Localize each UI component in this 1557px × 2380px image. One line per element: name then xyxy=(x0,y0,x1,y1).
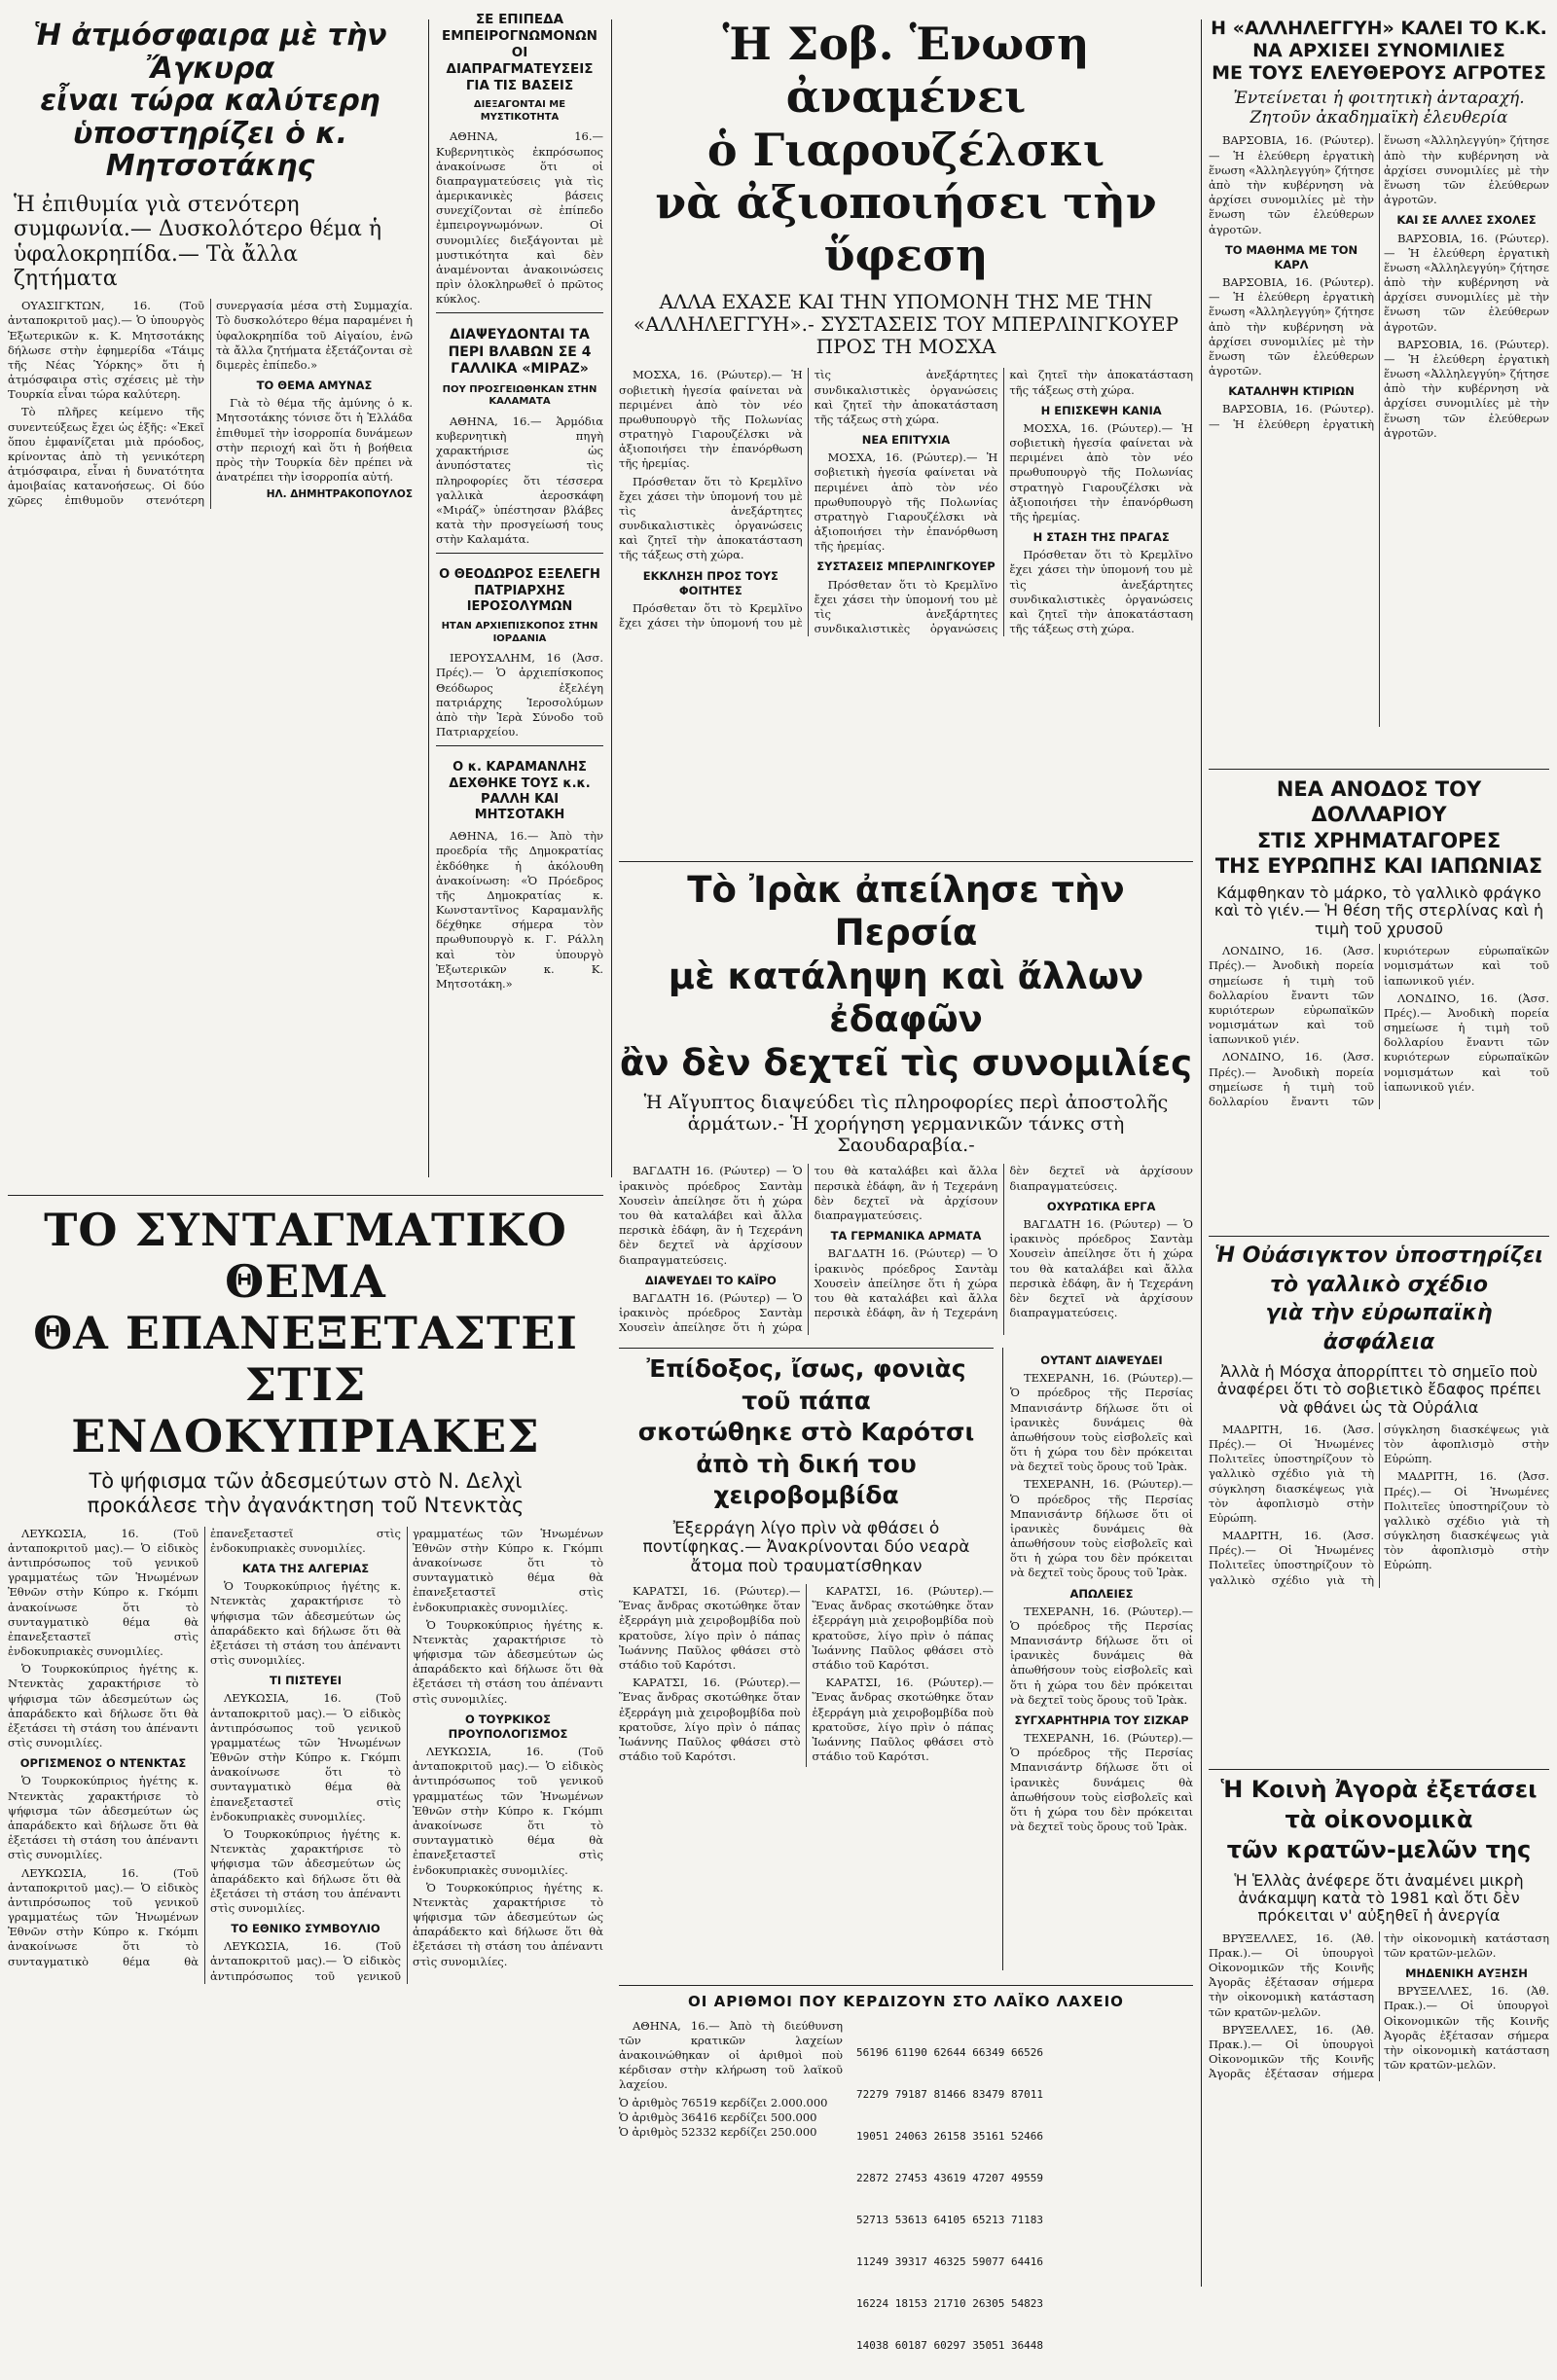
jaruzelski-deck: ΑΛΛΑ ΕΧΑΣΕ ΚΑΙ ΤΗΝ ΥΠΟΜΟΝΗ ΤΗΣ ΜΕ ΤΗΝ «ΑΛΛΗΛΕΓΓΥΗ».- ΣΥΣΤΑΣΕΙΣ ΤΟΥ ΜΠΕΡΛΙΝΓΚΟΥΕΡ ΠΡΟΣ ΤΗ ΜΟΣΧΑ xyxy=(633,290,1179,359)
subhead: Ο ΤΟΥΡΚΙΚΟΣ ΠΡΟΥΠΟΛΟΓΙΣΜΟΣ xyxy=(448,1712,568,1741)
headline-line: ΤΗΣ ΕΥΡΩΠΗΣ ΚΑΙ ΙΑΠΩΝΙΑΣ xyxy=(1214,853,1543,878)
subhead: ΤΙ ΠΙΣΤΕΥΕΙ xyxy=(269,1674,343,1688)
dateline: ΒΡΥΞΕΛΛΕΣ, 16. (Ἀθ. Πρακ.).— Οἱ ὑπουργοὶ Οἰκονομικῶν τῆς Κοινῆς Ἀγορᾶς ἐξέτασαν σήμερα τὴν οἰκονομικὴ κατάσταση τῶν κρατῶν-μελῶν. xyxy=(1209,1930,1374,2019)
bases-kicker: ΔΙΕΞΑΓΟΝΤΑΙ ΜΕ ΜΥΣΤΙΚΟΤΗΤΑ xyxy=(473,99,566,123)
cyprus-headline xyxy=(8,1205,603,1461)
karamanlis-headline: Ο κ. ΚΑΡΑΜΑΝΛΗΣ ΔΕΧΘΗΚΕ ΤΟΥΣ κ.κ. ΡΑΛΛΗ ΚΑΙ ΜΗΤΣΟΤΑΚΗ xyxy=(449,760,591,823)
divider xyxy=(1209,1769,1549,1770)
body-paragraph: ΒΡΥΞΕΛΛΕΣ, 16. (Ἀθ. Πρακ.).— Οἱ ὑπουργοὶ Οἰκονομικῶν τῆς Κοινῆς Ἀγορᾶς ἐξέτασαν σήμερα τὴν οἰκονομικὴ κατάσταση τῶν κρατῶν-μελῶν. xyxy=(1209,1930,1549,2081)
headline-line: μὲ κατάληψη καὶ ἄλλων ἐδαφῶν xyxy=(668,955,1144,1041)
subhead: ΟΧΥΡΩΤΙΚΑ ΕΡΓΑ xyxy=(1046,1199,1156,1213)
body-paragraph: Γιὰ τὸ θέμα τῆς ἀμύνης ὁ κ. Μητσοτάκης τόνισε ὅτι ἡ Ἑλλάδα ἐπιθυμεῖ τὴν ἰσορροπία δυνάμεων στὴν περιοχή καὶ ὅτι ἡ βοήθεια πρὸς τὴν Τουρκία δὲν πρέπει νὰ ἀνατρέπει τὴν ἰσορροπία αὐτή. xyxy=(216,396,413,485)
lottery-row: Ὁ ἀριθμὸς 52332 κερδίζει 250.000 xyxy=(619,2124,817,2139)
body-paragraph: ΛΕΥΚΩΣΙΑ, 16. (Τοῦ ἀνταποκριτοῦ μας).— Ὁ εἰδικὸς ἀντιπρόσωπος τοῦ γενικοῦ γραμματέως τῶν Ἡνωμένων Ἐθνῶν στὴν Κύπρο κ. Γκόμπι ἀνακοίνωσε ὅτι τὸ συνταγματικὸ θέμα θὰ ἐπανεξεταστεῖ στὶς ἐνδοκυπριακὲς συνομιλίες. xyxy=(8,1526,401,1968)
headline-line: ἂν δὲν δεχτεῖ τὶς συνομιλίες xyxy=(619,1041,1193,1084)
body-paragraph: ΛΕΥΚΩΣΙΑ, 16. (Τοῦ ἀνταποκριτοῦ μας).— Ὁ εἰδικὸς ἀντιπρόσωπος τοῦ γενικοῦ γραμματέως τῶν Ἡνωμένων Ἐθνῶν στὴν Κύπρο κ. Γκόμπι ἀνακοίνωσε ὅτι τὸ συνταγματικὸ θέμα θὰ ἐπανεξεταστεῖ στὶς ἐνδοκυπριακὲς συνομιλίες. xyxy=(413,1745,603,1877)
body-paragraph: ΒΑΓΔΑΤΗ 16. (Ρώυτερ) — Ὁ ἰρακινὸς πρόεδρος Σαντὰμ Χουσεὶν ἀπείλησε ὅτι ἡ χώρα του θὰ καταλάβει καὶ ἄλλα περσικὰ ἐδάφη, ἂν ἡ Τεχεράνη δὲν δεχτεῖ νὰ ἀρχίσουν διαπραγματεύσεις. xyxy=(619,1164,998,1335)
divider xyxy=(1209,769,1549,770)
column-rule xyxy=(1002,1348,1003,1970)
body-paragraph: ΒΑΡΣΟΒΙΑ, 16. (Ρώυτερ).— Ἡ ἐλεύθερη ἐργατικὴ ἕνωση «Ἀλληλεγγύη» ζήτησε ἀπὸ τὴν κυβέρνηση νὰ ἀρχίσει συνομιλίες μὲ τὴν ἕνωση τῶν ἐλεύθερων ἀγροτῶν. xyxy=(1384,231,1549,334)
body-paragraph: Ὁ Τουρκοκύπριος ἡγέτης κ. Ντενκτὰς χαρακτήρισε τὸ ψήφισμα τῶν ἀδεσμεύτων ὡς ἀπαράδεκτο καὶ δήλωσε ὅτι θὰ ἐξετάσει τὴ στάση του ἀπέναντι στὶς συνομιλίες. xyxy=(210,1579,401,1668)
washington-article xyxy=(1209,1242,1549,1767)
karamanlis-body: ΑΘΗΝΑ, 16.— Ἀπὸ τὴν προεδρία τῆς Δημοκρατίας ἐκδόθηκε ἡ ἀκόλουθη ἀνακοίνωση: «Ὁ Πρόεδρος τῆς Δημοκρατίας κ. Κωνσταντῖνος Καραμανλῆς δέχθηκε σήμερα τὸν πρωθυπουργὸ κ. Γ. Ράλλη καὶ τὸν ὑπουργὸ Ἐξωτερικῶν κ. Κ. Μητσοτάκη.» xyxy=(436,829,603,991)
subhead: Η ΕΠΙΣΚΕΨΗ ΚΑΝΙΑ xyxy=(1040,403,1162,417)
lottery-intro-column xyxy=(619,2019,843,2380)
headline-line: ὁ Γιαρουζέλσκι xyxy=(706,123,1105,176)
lottery-row: 22872 27453 43619 47207 49559 xyxy=(856,2172,1044,2185)
body-paragraph: Πρόσθεταν ὅτι τὸ Κρεμλῖνο ἔχει χάσει τὴν ὑπομονή του μὲ τὶς ἀνεξάρτητες συνδικαλιστικὲς ὀργανώσεις καὶ ζητεῖ τὴν ἀποκατάσταση τῆς τάξεως στὴ χώρα. xyxy=(1009,548,1193,636)
lottery-row: 56196 61190 62644 66349 66526 xyxy=(856,2046,1044,2060)
subhead: ΤΟ ΘΕΜΑ ΑΜΥΝΑΣ xyxy=(256,379,373,393)
cyprus-body xyxy=(8,1527,603,1984)
column-rule xyxy=(1201,19,1202,2287)
divider xyxy=(1209,1236,1549,1237)
headline-line: Ἡ Σοβ. Ἑνωση ἀναμένει xyxy=(722,18,1090,124)
headline-line: ΘΑ ΕΠΑΝΕΞΕΤΑΣΤΕΙ xyxy=(33,1306,578,1359)
headline-line: γιὰ τὴν εὐρωπαϊκὴ ἀσφάλεια xyxy=(1265,1301,1493,1355)
subhead: ΝΕΑ ΕΠΙΤΥΧΙΑ xyxy=(861,433,951,448)
body-paragraph: ΤΕΧΕΡΑΝΗ, 16. (Ρώυτερ).— Ὁ πρόεδρος τῆς Περσίας Μπανισάντρ δήλωσε ὅτι οἱ ἰρανικὲς δυνάμεις θὰ ἀπωθήσουν τοὺς εἰσβολεῖς καὶ ὅτι ἡ χώρα του δὲν πρόκειται νὰ δεχτεῖ τοὺς ὅρους τοῦ Ἰρὰκ. xyxy=(1010,1731,1193,1834)
subhead: ΤΟ ΜΑΘΗΜΑ ΜΕ ΤΟΝ ΚΑΡΛ xyxy=(1224,242,1358,271)
lottery-row: Ὁ ἀριθμὸς 76519 κερδίζει 2.000.000 xyxy=(619,2095,828,2110)
body-paragraph: ΤΕΧΕΡΑΝΗ, 16. (Ρώυτερ).— Ὁ πρόεδρος τῆς Περσίας Μπανισάντρ δήλωσε ὅτι οἱ ἰρανικὲς δυνάμεις θὰ ἀπωθήσουν τοὺς εἰσβολεῖς καὶ ὅτι ἡ χώρα του δὲν πρόκειται νὰ δεχτεῖ τοὺς ὅρους τοῦ Ἰρὰκ. xyxy=(1010,1371,1193,1474)
headline-line: Ἡ Οὐάσιγκτον ὑποστηρίζει xyxy=(1214,1244,1543,1268)
body-paragraph: ΜΑΔΡΙΤΗ, 16. (Ἀσσ. Πρές).— Οἱ Ἡνωμένες Πολιτεῖες ὑποστηρίζουν τὸ γαλλικὸ σχέδιο γιὰ τὴ σύγκληση διασκέψεως γιὰ τὸν ἀφοπλισμὸ στὴν Εὐρώπη. xyxy=(1384,1469,1549,1572)
subhead: ΔΙΑΨΕΥΔΕΙ ΤΟ ΚΑΪΡΟ xyxy=(644,1273,777,1287)
subhead: ΜΗΔΕΝΙΚΗ ΑΥΞΗΣΗ xyxy=(1405,1966,1528,1981)
subhead: ΑΠΩΛΕΙΕΣ xyxy=(1069,1586,1134,1601)
bases-headline: ΣΕ ΕΠΙΠΕΔΑ ΕΜΠΕΙΡΟΓΝΩΜΟΝΩΝ ΟΙ ΔΙΑΠΡΑΓΜΑΤΕΥΣΕΙΣ ΓΙΑ ΤΙΣ ΒΑΣΕΙΣ xyxy=(442,12,597,93)
body-paragraph: ΒΑΓΔΑΤΗ 16. (Ρώυτερ) — Ὁ ἰρακινὸς πρόεδρος Σαντὰμ Χουσεὶν ἀπείλησε ὅτι ἡ χώρα του θὰ καταλάβει καὶ ἄλλα περσικὰ ἐδάφη, ἂν ἡ Τεχεράνη δὲν δεχτεῖ νὰ ἀρχίσουν διαπραγματεύσεις. xyxy=(1009,1217,1193,1320)
headline-line: Τὸ Ἰρὰκ ἀπείλησε τὴν Περσία xyxy=(687,869,1125,955)
lottery-row: 11249 39317 46325 59077 64416 xyxy=(856,2254,1044,2268)
dateline: ΚΑΡΑΤΣΙ, 16. (Ρώυτερ).— Ἕνας ἄνδρας σκοτώθηκε ὅταν ἐξερράγη μιὰ χειροβομβίδα ποὺ κρατοῦσε, λίγο πρὶν ὁ πάπας Ἰωάννης Παῦλος φθάσει στὸ στάδιο τοῦ Καρότσι. xyxy=(619,1584,801,1672)
divider xyxy=(436,745,603,746)
pope-body xyxy=(619,1584,994,1767)
body-paragraph: ΒΑΓΔΑΤΗ 16. (Ρώυτερ) — Ὁ ἰρακινὸς πρόεδρος Σαντὰμ Χουσεὶν ἀπείλησε ὅτι ἡ χώρα του θὰ καταλάβει καὶ ἄλλα περσικὰ ἐδάφη, ἂν ἡ Τεχεράνη δὲν δεχτεῖ νὰ ἀρχίσουν διαπραγματεύσεις. xyxy=(814,1164,1193,1320)
dateline: ΒΑΓΔΑΤΗ 16. (Ρώυτερ) — Ὁ ἰρακινὸς πρόεδρος Σαντὰμ Χουσεὶν ἀπείλησε ὅτι ἡ χώρα του θὰ καταλάβει καὶ ἄλλα περσικὰ ἐδάφη, ἂν ἡ Τεχεράνη δὲν δεχτεῖ νὰ ἀρχίσουν διαπραγματεύσεις. xyxy=(619,1164,803,1267)
divider xyxy=(619,1348,994,1349)
dollar-deck: Κάμφθηκαν τὸ μάρκο, τὸ γαλλικὸ φράγκο καὶ τὸ γιέν.— Ἡ θέση τῆς στερλίνας καὶ ἡ τιμὴ τοῦ χρυσοῦ xyxy=(1213,883,1544,938)
bases-body: ΑΘΗΝΑ, 16.— Κυβερνητικὸς ἐκπρόσωπος ἀνακοίνωσε ὅτι οἱ διαπραγματεύσεις γιὰ τὶς ἀμερικανικὲς βάσεις συνεχίζονται σὲ ἐπίπεδο ἐμπειρογνωμόνων. Οἱ συνομιλίες διεξάγονται μὲ μυστικότητα καὶ δὲν ἀναμένονται ἀνακοινώσεις πρὶν ὁλοκληρωθεῖ ὁ πρῶτος κύκλος. xyxy=(436,129,603,307)
body-paragraph: ΜΟΣΧΑ, 16. (Ρώυτερ).— Ἡ σοβιετικὴ ἡγεσία φαίνεται νὰ περιμένει ἀπὸ τὸν νέο πρωθυπουργὸ τῆς Πολωνίας στρατηγὸ Γιαρουζέλσκι νὰ ἀξιοποιήσει τὴν ἐπανόρθωση τῆς ἠρεμίας. xyxy=(814,451,998,554)
dateline: ΟΥΑΣΙΓΚΤΩΝ, 16. (Τοῦ ἀνταποκριτοῦ μας).— Ὁ ὑπουργὸς Ἐξωτερικῶν κ. Κ. Μητσοτάκης δήλωσε στὴν ἐφημερίδα «Τάιμς τῆς Νέας Ὑόρκης» ὅτι ἡ ἀτμόσφαιρα στὶς σχέσεις μὲ τὴν Τουρκία εἶναι τώρα καλύτερη. xyxy=(8,299,204,402)
subhead: ΤΟ ΕΘΝΙΚΟ ΣΥΜΒΟΥΛΙΟ xyxy=(231,1922,380,1936)
divider xyxy=(619,861,1193,862)
ec-headline xyxy=(1209,1775,1549,1866)
column-right xyxy=(1209,18,1549,2304)
solidarity-body xyxy=(1209,133,1549,727)
article-pope xyxy=(619,1348,994,1980)
headline-line: σκοτώθηκε στὸ Καρότσι xyxy=(637,1418,975,1446)
lottery-row: 14038 60187 60297 35051 36448 xyxy=(856,2338,1044,2352)
headline-line: Η «ΑΛΛΗΛΕΓΓΥΗ» ΚΑΛΕΙ ΤΟ Κ.Κ. xyxy=(1211,18,1547,39)
patriarch-body: ΙΕΡΟΥΣΑΛΗΜ, 16 (Ἀσσ. Πρές).— Ὁ ἀρχιεπίσκοπος Θεόδωρος ἐξελέγη πατριάρχης Ἱεροσολύμων ἀπὸ τὴν Ἱερὰ Σύνοδο τοῦ Πατριαρχείου. xyxy=(436,651,603,739)
headline-line: ΝΕΑ ΑΝΟΔΟΣ ΤΟΥ ΔΟΛΛΑΡΙΟΥ xyxy=(1276,777,1482,827)
mitsotakis-deck: Ἡ ἐπιθυμία γιὰ στενότερη συμφωνία.— Δυσκολότερο θέμα ἡ ὑφαλοκρηπίδα.— Τὰ ἄλλα ζητήματα xyxy=(14,192,382,291)
headline-line: Ἡ Κοινὴ Ἀγορὰ ἐξετάσει xyxy=(1220,1776,1538,1803)
lottery-headline: ΟΙ ΑΡΙΘΜΟΙ ΠΟΥ ΚΕΡΔΙΖΟΥΝ ΣΤΟ ΛΑΪΚΟ ΛΑΧΕΙΟ xyxy=(688,1993,1124,2010)
lottery-numbers xyxy=(856,2019,1177,2380)
mitsotakis-headline xyxy=(8,19,413,183)
subhead: ΟΡΓΙΣΜΕΝΟΣ Ο ΝΤΕΝΚΤΑΣ xyxy=(19,1756,187,1771)
dollar-article xyxy=(1209,776,1549,1234)
pope-headline xyxy=(619,1353,994,1512)
article-lottery xyxy=(619,1985,1193,2352)
headline-line: Ἐπίδοξος, ἴσως, φονιὰς τοῦ πάπα xyxy=(646,1354,966,1415)
headline-line: νὰ ἀξιοποιήσει τὴν ὕφεση xyxy=(655,175,1157,282)
ec-body xyxy=(1209,1931,1549,2082)
headline-line: ἀπὸ τὴ δική του χειροβομβίδα xyxy=(696,1449,917,1509)
body-paragraph: Πρόσθεταν ὅτι τὸ Κρεμλῖνο ἔχει χάσει τὴν ὑπομονή του μὲ τὶς ἀνεξάρτητες συνδικαλιστικὲς ὀργανώσεις καὶ ζητεῖ τὴν ἀποκατάσταση τῆς τάξεως στὴ χώρα. xyxy=(619,368,998,631)
body-paragraph: ΛΟΝΔΙΝΟ, 16. (Ἀσσ. Πρές).— Ἀνοδικὴ πορεία σημείωσε ἡ τιμὴ τοῦ δολλαρίου ἔναντι τῶν κυριότερων εὐρωπαϊκῶν νομισμάτων καὶ τοῦ ἰαπωνικοῦ γιέν. xyxy=(1384,991,1549,1094)
ec-deck: Ἡ Ἑλλὰς ἀνέφερε ὅτι ἀναμένει μικρὴ ἀνάκαμψη κατὰ τὸ 1981 καὶ ὅτι δὲν πρόκειται ν' αὐξηθεῖ ἡ ἀνεργία xyxy=(1234,1870,1524,1926)
article-iraq xyxy=(619,861,1193,1338)
subhead: ΣΥΓΧΑΡΗΤΗΡΙΑ ΤΟΥ ΣΙΖΚΑΡ xyxy=(1014,1713,1189,1727)
body-paragraph: ΒΡΥΞΕΛΛΕΣ, 16. (Ἀθ. Πρακ.).— Οἱ ὑπουργοὶ Οἰκονομικῶν τῆς Κοινῆς Ἀγορᾶς ἐξέτασαν σήμερα τὴν οἰκονομικὴ κατάσταση τῶν κρατῶν-μελῶν. xyxy=(1384,1984,1549,2073)
body-paragraph: ΒΑΡΣΟΒΙΑ, 16. (Ρώυτερ).— Ἡ ἐλεύθερη ἐργατικὴ ἕνωση «Ἀλληλεγγύη» ζήτησε ἀπὸ τὴν κυβέρνηση νὰ ἀρχίσει συνομιλίες μὲ τὴν ἕνωση τῶν ἐλεύθερων ἀγροτῶν. xyxy=(1209,133,1549,431)
body-paragraph: Πρόσθεταν ὅτι τὸ Κρεμλῖνο ἔχει χάσει τὴν ὑπομονή του μὲ τὶς ἀνεξάρτητες συνδικαλιστικὲς ὀργανώσεις καὶ ζητεῖ τὴν ἀποκατάσταση τῆς τάξεως στὴ χώρα. xyxy=(619,474,803,562)
headline-line: τῶν κρατῶν-μελῶν της xyxy=(1226,1836,1532,1864)
iraq-body xyxy=(619,1164,1193,1335)
mirage-headline: ΔΙΑΨΕΥΔΟΝΤΑΙ ΤΑ ΠΕΡΙ ΒΛΑΒΩΝ ΣΕ 4 ΓΑΛΛΙΚΑ «ΜΙΡΑΖ» xyxy=(448,327,592,378)
headline-line: Ἡ ἀτμόσφαιρα μὲ τὴν Ἄγκυρα xyxy=(33,18,387,86)
pope-deck: Ἐξερράγη λίγο πρὶν νὰ φθάσει ὁ ποντίφηκας.— Ἀνακρίνονται δύο νεαρὰ ἄτομα ποὺ τραυματίσθηκαν xyxy=(642,1518,970,1576)
iraq-headline xyxy=(619,869,1193,1085)
lottery-row: 52713 53613 64105 65213 71183 xyxy=(856,2213,1044,2226)
article-jaruzelski xyxy=(619,18,1193,849)
body-paragraph: ΛΕΥΚΩΣΙΑ, 16. (Τοῦ ἀνταποκριτοῦ μας).— Ὁ εἰδικὸς ἀντιπρόσωπος τοῦ γενικοῦ γραμματέως τῶν Ἡνωμένων Ἐθνῶν στὴν Κύπρο κ. Γκόμπι ἀνακοίνωσε ὅτι τὸ συνταγματικὸ θέμα θὰ ἐπανεξεταστεῖ στὶς ἐνδοκυπριακὲς συνομιλίες. xyxy=(210,1526,603,1983)
column-rule xyxy=(611,19,612,1177)
body-paragraph: Ὁ Τουρκοκύπριος ἡγέτης κ. Ντενκτὰς χαρακτήρισε τὸ ψήφισμα τῶν ἀδεσμεύτων ὡς ἀπαράδεκτο καὶ δήλωσε ὅτι θὰ ἐξετάσει τὴ στάση του ἀπέναντι στὶς συνομιλίες. xyxy=(413,1617,603,1706)
mirage-body: ΑΘΗΝΑ, 16.— Ἁρμόδια κυβερνητικὴ πηγὴ χαρακτήρισε ὡς ἀνυπόστατες τὶς πληροφορίες ὅτι τέσσερα γαλλικὰ ἀεροσκάφη «Μιράζ» ὑπέστησαν βλάβες κατὰ τὴν προσγείωσή τους στὴν Καλαμάτα. xyxy=(436,414,603,547)
lottery-row: 16224 18153 21710 26305 54823 xyxy=(856,2296,1044,2310)
divider xyxy=(436,312,603,313)
headline-line: ΝΑ ΑΡΧΙΣΕΙ ΣΥΝΟΜΙΛΙΕΣ xyxy=(1252,39,1505,61)
subhead: ΚΑΙ ΣΕ ΑΛΛΕΣ ΣΧΟΛΕΣ xyxy=(1396,213,1537,228)
washington-deck: Ἀλλὰ ἡ Μόσχα ἀπορρίπτει τὸ σημεῖο ποὺ ἀναφέρει ὅτι τὸ σοβιετικὸ ἔδαφος πρέπει νὰ φθάνει ὡς τὰ Οὐράλια xyxy=(1216,1361,1541,1417)
body-paragraph: ΛΕΥΚΩΣΙΑ, 16. (Τοῦ ἀνταποκριτοῦ μας).— Ὁ εἰδικὸς ἀντιπρόσωπος τοῦ γενικοῦ γραμματέως τῶν Ἡνωμένων Ἐθνῶν στὴν Κύπρο κ. Γκόμπι ἀνακοίνωσε ὅτι τὸ συνταγματικὸ θέμα θὰ ἐπανεξεταστεῖ στὶς ἐνδοκυπριακὲς συνομιλίες. xyxy=(210,1691,401,1823)
body-paragraph: ΚΑΡΑΤΣΙ, 16. (Ρώυτερ).— Ἕνας ἄνδρας σκοτώθηκε ὅταν ἐξερράγη μιὰ χειροβομβίδα ποὺ κρατοῦσε, λίγο πρὶν ὁ πάπας Ἰωάννης Παῦλος φθάσει στὸ στάδιο τοῦ Καρότσι. xyxy=(619,1676,801,1764)
headline-line: ὑποστηρίζει ὁ κ. Μητσοτάκης xyxy=(73,116,347,184)
headline-line: τὰ οἰκονομικὰ xyxy=(1285,1806,1473,1834)
subhead: ΣΥΣΤΑΣΕΙΣ ΜΠΕΡΛΙΝΓΚΟΥΕΡ xyxy=(816,559,996,574)
subhead: Η ΣΤΑΣΗ ΤΗΣ ΠΡΑΓΑΣ xyxy=(1032,530,1170,545)
divider xyxy=(8,1195,603,1196)
jaruzelski-body xyxy=(619,368,1193,636)
dateline: ΛΟΝΔΙΝΟ, 16. (Ἀσσ. Πρές).— Ἀνοδικὴ πορεία σημείωσε ἡ τιμὴ τοῦ δολλαρίου ἔναντι τῶν κυριότερων εὐρωπαϊκῶν νομισμάτων καὶ τοῦ ἰαπωνικοῦ γιέν. xyxy=(1209,944,1374,1047)
body-paragraph: ΜΑΔΡΙΤΗ, 16. (Ἀσσ. Πρές).— Οἱ Ἡνωμένες Πολιτεῖες ὑποστηρίζουν τὸ γαλλικὸ σχέδιο γιὰ τὴ σύγκληση διασκέψεως γιὰ τὸν ἀφοπλισμὸ στὴν Εὐρώπη. xyxy=(1209,1422,1549,1587)
dollar-body xyxy=(1209,944,1549,1109)
column-briefs xyxy=(436,12,603,1179)
cyprus-deck: Τὸ ψήφισμα τῶν ἀδεσμεύτων στὸ Ν. Δελχὶ προκάλεσε τὴν ἀγανάκτηση τοῦ Ντενκτὰς xyxy=(87,1469,525,1517)
divider xyxy=(619,1985,1193,1986)
dateline: ΜΟΣΧΑ, 16. (Ρώυτερ).— Ἡ σοβιετικὴ ἡγεσία φαίνεται νὰ περιμένει ἀπὸ τὸν νέο πρωθυπουργὸ τῆς Πολωνίας στρατηγὸ Γιαρουζέλσκι νὰ ἀξιοποιήσει τὴν ἐπανόρθωση τῆς ἠρεμίας. xyxy=(619,368,803,471)
body-paragraph: Ὁ Τουρκοκύπριος ἡγέτης κ. Ντενκτὰς χαρακτήρισε τὸ ψήφισμα τῶν ἀδεσμεύτων ὡς ἀπαράδεκτο καὶ δήλωσε ὅτι θὰ ἐξετάσει τὴ στάση του ἀπέναντι στὶς συνομιλίες. xyxy=(8,1774,199,1862)
divider xyxy=(436,553,603,554)
body-paragraph: Ὁ Τουρκοκύπριος ἡγέτης κ. Ντενκτὰς χαρακτήρισε τὸ ψήφισμα τῶν ἀδεσμεύτων ὡς ἀπαράδεκτο καὶ δήλωσε ὅτι θὰ ἐξετάσει τὴ στάση του ἀπέναντι στὶς συνομιλίες. xyxy=(413,1880,603,1968)
headline-line: ΤΟ ΣΥΝΤΑΓΜΑΤΙΚΟ ΘΕΜΑ xyxy=(44,1204,567,1308)
patriarch-headline: Ο ΘΕΟΔΩΡΟΣ ΕΞΕΛΕΓΗ ΠΑΤΡΙΑΡΧΗΣ ΙΕΡΟΣΟΛΥΜΩΝ xyxy=(439,567,600,614)
headline-line: ΣΤΙΣ ΧΡΗΜΑΤΑΓΟΡΕΣ xyxy=(1256,828,1502,852)
mitsotakis-body xyxy=(8,299,413,508)
lottery-row: 72279 79187 81466 83479 87011 xyxy=(856,2088,1044,2102)
article-cyprus xyxy=(8,1195,603,2304)
subhead: ΚΑΤΑΛΗΨΗ ΚΤΙΡΙΩΝ xyxy=(1228,384,1355,399)
body-paragraph: ΤΕΧΕΡΑΝΗ, 16. (Ρώυτερ).— Ὁ πρόεδρος τῆς Περσίας Μπανισάντρ δήλωσε ὅτι οἱ ἰρανικὲς δυνάμεις θὰ ἀπωθήσουν τοὺς εἰσβολεῖς καὶ ὅτι ἡ χώρα του δὲν πρόκειται νὰ δεχτεῖ τοὺς ὅρους τοῦ Ἰρὰκ. xyxy=(1010,1477,1193,1580)
body-paragraph: ΛΟΝΔΙΝΟ, 16. (Ἀσσ. Πρές).— Ἀνοδικὴ πορεία σημείωσε ἡ τιμὴ τοῦ δολλαρίου ἔναντι τῶν κυριότερων εὐρωπαϊκῶν νομισμάτων καὶ τοῦ ἰαπωνικοῦ γιέν. xyxy=(1209,944,1549,1108)
ec-article xyxy=(1209,1775,1549,2304)
headline-line: εἶναι τώρα καλύτερη xyxy=(40,84,380,119)
iraq-deck: Ἡ Αἴγυπτος διαψεύδει τὶς πληροφορίες περὶ ἀποστολῆς ἁρμάτων.- Ἡ χορήγηση γερμανικῶν τάνκς στὴ Σαουδαραβία.- xyxy=(643,1091,1169,1156)
body-paragraph: Πρόσθεταν ὅτι τὸ Κρεμλῖνο ἔχει χάσει τὴν ὑπομονή του μὲ τὶς ἀνεξάρτητες συνδικαλιστικὲς ὀργανώσεις καὶ ζητεῖ τὴν ἀποκατάσταση τῆς τάξεως στὴ χώρα. xyxy=(814,368,1193,636)
iran-body xyxy=(1002,1353,1193,1834)
lottery-row: 19051 24063 26158 35161 52466 xyxy=(856,2130,1044,2144)
subhead: ΕΚΚΛΗΣΗ ΠΡΟΣ ΤΟΥΣ ΦΟΙΤΗΤΕΣ xyxy=(642,568,778,597)
body-paragraph: ΒΑΡΣΟΒΙΑ, 16. (Ρώυτερ).— Ἡ ἐλεύθερη ἐργατικὴ ἕνωση «Ἀλληλεγγύη» ζήτησε ἀπὸ τὴν κυβέρνηση νὰ ἀρχίσει συνομιλίες μὲ τὴν ἕνωση τῶν ἐλεύθερων ἀγροτῶν. xyxy=(1384,337,1549,440)
solidarity-headline xyxy=(1209,18,1549,84)
body-paragraph: ΚΑΡΑΤΣΙ, 16. (Ρώυτερ).— Ἕνας ἄνδρας σκοτώθηκε ὅταν ἐξερράγη μιὰ χειροβομβίδα ποὺ κρατοῦσε, λίγο πρὶν ὁ πάπας Ἰωάννης Παῦλος φθάσει στὸ στάδιο τοῦ Καρότσι. xyxy=(812,1584,994,1672)
jaruzelski-headline xyxy=(619,18,1193,281)
body-paragraph: ΤΕΧΕΡΑΝΗ, 16. (Ρώυτερ).— Ὁ πρόεδρος τῆς Περσίας Μπανισάντρ δήλωσε ὅτι οἱ ἰρανικὲς δυνάμεις θὰ ἀπωθήσουν τοὺς εἰσβολεῖς καὶ ὅτι ἡ χώρα του δὲν πρόκειται νὰ δεχτεῖ τοὺς ὅρους τοῦ Ἰρὰκ. xyxy=(1010,1604,1193,1707)
body-paragraph: ΒΑΡΣΟΒΙΑ, 16. (Ρώυτερ).— Ἡ ἐλεύθερη ἐργατικὴ ἕνωση «Ἀλληλεγγύη» ζήτησε ἀπὸ τὴν κυβέρνηση νὰ ἀρχίσει συνομιλίες μὲ τὴν ἕνωση τῶν ἐλεύθερων ἀγροτῶν. xyxy=(1209,275,1374,379)
washington-headline xyxy=(1209,1242,1549,1357)
headline-line: ΜΕ ΤΟΥΣ ΕΛΕΥΘΕΡΟΥΣ ΑΓΡΟΤΕΣ xyxy=(1212,61,1546,84)
column-rule xyxy=(428,19,429,1177)
dateline: ΜΑΔΡΙΤΗ, 16. (Ἀσσ. Πρές).— Οἱ Ἡνωμένες Πολιτεῖες ὑποστηρίζουν τὸ γαλλικὸ σχέδιο γιὰ τὴ σύγκληση διασκέψεως γιὰ τὸν ἀφοπλισμὸ στὴν Εὐρώπη. xyxy=(1209,1422,1374,1525)
subhead: ΟΥΤΑΝΤ ΔΙΑΨΕΥΔΕΙ xyxy=(1040,1353,1163,1367)
body-paragraph: ΚΑΡΑΤΣΙ, 16. (Ρώυτερ).— Ἕνας ἄνδρας σκοτώθηκε ὅταν ἐξερράγη μιὰ χειροβομβίδα ποὺ κρατοῦσε, λίγο πρὶν ὁ πάπας Ἰωάννης Παῦλος φθάσει στὸ στάδιο τοῦ Καρότσι. xyxy=(812,1676,994,1764)
patriarch-kicker: ΗΤΑΝ ΑΡΧΙΕΠΙΣΚΟΠΟΣ ΣΤΗΝ ΙΟΡΔΑΝΙΑ xyxy=(441,621,598,644)
mirage-kicker: ΠΟΥ ΠΡΟΣΓΕΙΩΘΗΚΑΝ ΣΤΗΝ ΚΑΛΑΜΑΤΑ xyxy=(442,383,597,408)
washington-body xyxy=(1209,1423,1549,1588)
dollar-headline xyxy=(1209,776,1549,879)
solidarity-deck: Ἐντείνεται ἡ φοιτητικὴ ἀνταραχή. Ζητοῦν ἀκαδημαϊκὴ ἐλευθερία xyxy=(1233,89,1525,127)
headline-line: ΣΤΙΣ ΕΝΔΟΚΥΠΡΙΑΚΕΣ xyxy=(71,1357,540,1462)
dateline: ΒΑΡΣΟΒΙΑ, 16. (Ρώυτερ).— Ἡ ἐλεύθερη ἐργατικὴ ἕνωση «Ἀλληλεγγύη» ζήτησε ἀπὸ τὴν κυβέρνηση νὰ ἀρχίσει συνομιλίες μὲ τὴν ἕνωση τῶν ἐλεύθερων ἀγροτῶν. xyxy=(1209,133,1374,236)
body-paragraph: Ὁ Τουρκοκύπριος ἡγέτης κ. Ντενκτὰς χαρακτήρισε τὸ ψήφισμα τῶν ἀδεσμεύτων ὡς ἀπαράδεκτο καὶ δήλωσε ὅτι θὰ ἐξετάσει τὴ στάση του ἀπέναντι στὶς συνομιλίες. xyxy=(210,1827,401,1915)
lottery-intro: ΑΘΗΝΑ, 16.— Ἀπὸ τὴ διεύθυνση τῶν κρατικῶν λαχείων ἀνακοινώθηκαν οἱ ἀριθμοὶ ποὺ κέρδισαν στὴν κλήρωση τοῦ λαϊκοῦ λαχείου. xyxy=(619,2018,843,2092)
subhead: ΤΑ ΓΕΡΜΑΝΙΚΑ ΑΡΜΑΤΑ xyxy=(830,1229,982,1244)
body-paragraph: Ὁ Τουρκοκύπριος ἡγέτης κ. Ντενκτὰς χαρακτήρισε τὸ ψήφισμα τῶν ἀδεσμεύτων ὡς ἀπαράδεκτο καὶ δήλωσε ὅτι θὰ ἐξετάσει τὴ στάση του ἀπέναντι στὶς συνομιλίες. xyxy=(8,1662,199,1750)
subhead: ΚΑΤΑ ΤΗΣ ΑΛΓΕΡΙΑΣ xyxy=(241,1562,370,1576)
article-mitsotakis xyxy=(8,19,413,1187)
body-paragraph: ΜΟΣΧΑ, 16. (Ρώυτερ).— Ἡ σοβιετικὴ ἡγεσία φαίνεται νὰ περιμένει ἀπὸ τὸν νέο πρωθυπουργὸ τῆς Πολωνίας στρατηγὸ Γιαρουζέλσκι νὰ ἀξιοποιήσει τὴν ἐπανόρθωση τῆς ἠρεμίας. xyxy=(1009,420,1193,523)
article-iran xyxy=(1002,1348,1193,1980)
dateline: ΛΕΥΚΩΣΙΑ, 16. (Τοῦ ἀνταποκριτοῦ μας).— Ὁ εἰδικὸς ἀντιπρόσωπος τοῦ γενικοῦ γραμματέως τῶν Ἡνωμένων Ἐθνῶν στὴν Κύπρο κ. Γκόμπι ἀνακοίνωσε ὅτι τὸ συνταγματικὸ θέμα θὰ ἐπανεξεταστεῖ στὶς ἐνδοκυπριακὲς συνομιλίες. xyxy=(8,1526,199,1659)
lottery-row: Ὁ ἀριθμὸς 36416 κερδίζει 500.000 xyxy=(619,2110,817,2124)
body-paragraph: Τὸ πλῆρες κείμενο τῆς συνεντεύξεως ἔχει ὡς ἑξῆς: «Ἐκεῖ ὅπου ἐμφανίζεται μιὰ πρόοδος, κρίνοντας ἀπὸ τὴ γενικότερη ἀτμόσφαιρα, εἶναι ἡ δυνατότητα ἀμοιβαίας κατανοήσεως. Οἱ δύο χῶρες ἐπιθυμοῦν στενότερη συνεργασία μέσα στὴ Συμμαχία. Τὸ δυσκολότερο θέμα παραμένει ἡ ὑφαλοκρηπίδα τοῦ Αἰγαίου, ἐνῶ τὰ ἄλλα ζητήματα ἐξετάζονται σὲ διμερὲς ἐπίπεδο.» xyxy=(8,299,413,508)
headline-line: τὸ γαλλικὸ σχέδιο xyxy=(1269,1272,1489,1297)
byline: ΗΛ. ΔΗΜΗΤΡΑΚΟΠΟΥΛΟΣ xyxy=(266,488,413,501)
